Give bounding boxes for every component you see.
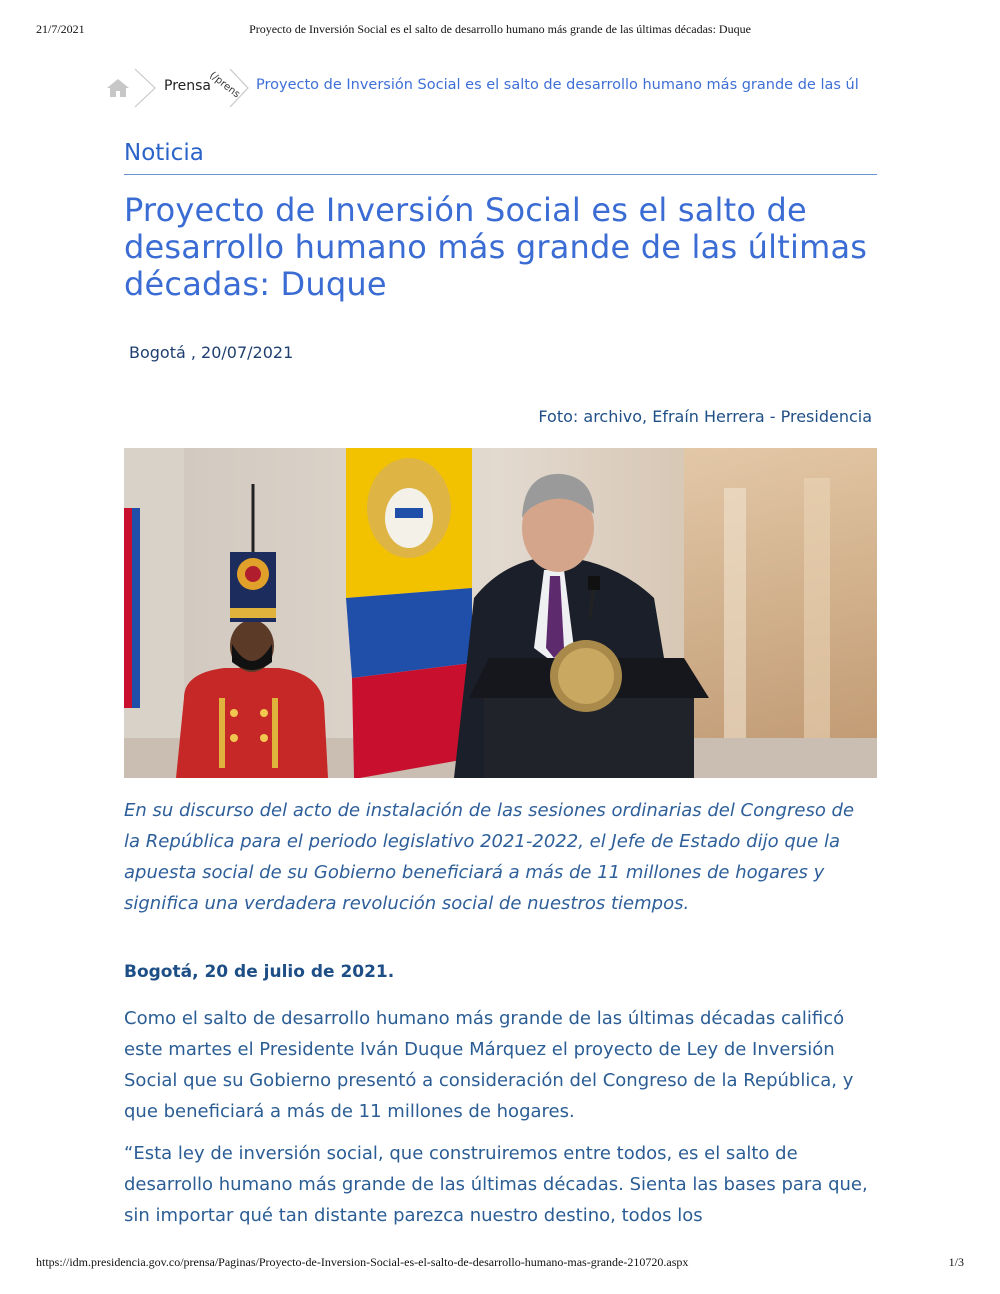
- breadcrumb-prensa-path: (/prens: [207, 70, 242, 101]
- article-title: Proyecto de Inversión Social es el salto de desarrollo humano más grande de las últimas décadas: Duque: [124, 191, 868, 303]
- breadcrumb-prensa-link[interactable]: Prensa: [164, 78, 212, 94]
- print-page-number: 1/3: [948, 1255, 964, 1269]
- article-place-date: Bogotá, 20 de julio de 2021.: [124, 962, 395, 982]
- article-lead: En su discurso del acto de instalación de las sesiones ordinarias del Congreso de la República para el periodo legislativo 2021-2022, el Jefe de Estado dijo que la apuesta social de su Gobierno beneficiará a más de 11 millones de hogares y significa una verdadera revolución social de nuestros tiempos.: [124, 800, 855, 914]
- breadcrumb: [104, 68, 904, 108]
- home-icon[interactable]: [106, 78, 130, 98]
- photo-credit: Foto: archivo, Efraín Herrera - Presidencia: [538, 407, 872, 426]
- chevron-right-icon: [132, 68, 158, 108]
- print-header: [36, 22, 964, 42]
- article-photo: [124, 448, 877, 778]
- section-label: Noticia: [124, 140, 204, 166]
- chevron-right-icon: [228, 68, 250, 108]
- print-date: 21/7/2021: [36, 22, 85, 36]
- print-url: https://idm.presidencia.gov.co/prensa/Paginas/Proyecto-de-Inversion-Social-es-el-salto-de-desarrollo-humano-mas-grande-210720.aspx: [36, 1255, 689, 1269]
- breadcrumb-current-page[interactable]: Proyecto de Inversión Social es el salto de desarrollo humano más grande de las úl: [256, 77, 859, 93]
- article-paragraph: Como el salto de desarrollo humano más grande de las últimas décadas calificó este martes el Presidente Iván Duque Márquez el proyecto de Ley de Inversión Social que su Gobierno presentó a consideración del Congreso de la República, y que beneficiará a más de 11 millones de hogares.: [124, 1008, 854, 1122]
- article-dateline: Bogotá , 20/07/2021: [129, 343, 294, 362]
- section-divider: [124, 174, 877, 175]
- print-title: Proyecto de Inversión Social es el salto de desarrollo humano más grande de las últimas décadas: Duque: [249, 22, 751, 36]
- article-paragraph: “Esta ley de inversión social, que construiremos entre todos, es el salto de desarrollo humano más grande de las últimas décadas. Sienta las bases para que, sin importar qué tan distante parezca nuestro destino, todos los: [124, 1143, 868, 1226]
- print-footer: [36, 1255, 964, 1273]
